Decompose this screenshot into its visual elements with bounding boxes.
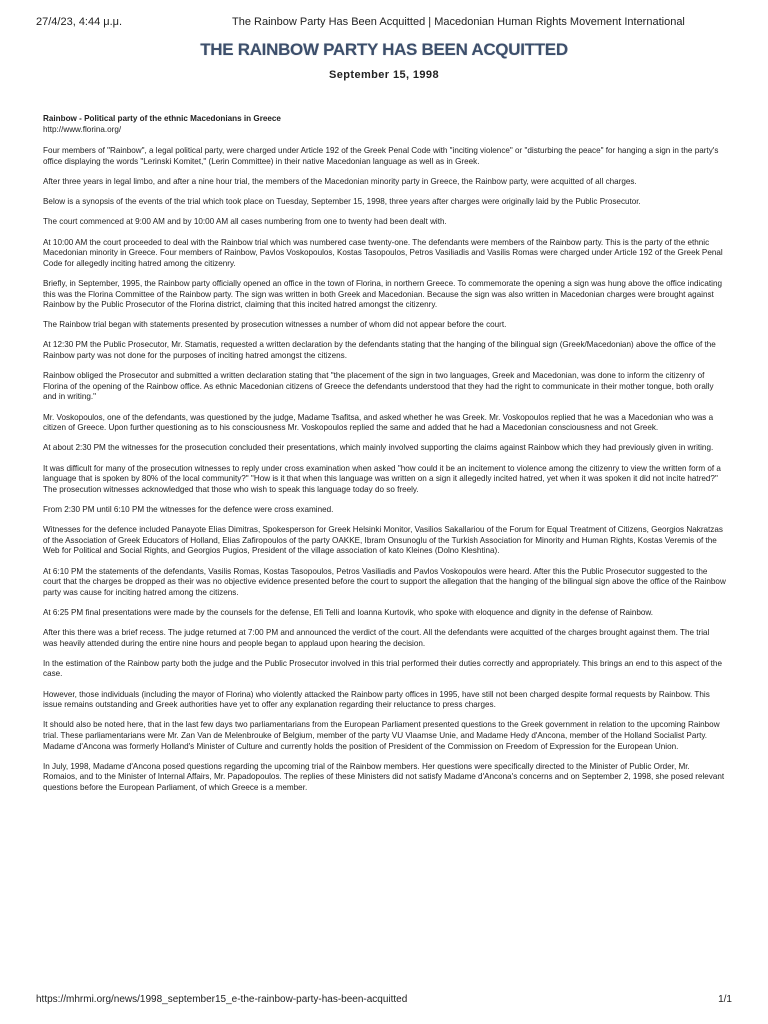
print-header [36, 16, 732, 30]
org-url-link[interactable]: http://www.florina.org/ [43, 124, 122, 134]
article-paragraph: Four members of "Rainbow", a legal political party, were charged under Article 192 of the Greek Penal Code with "inciting violence" or "disturbing the peace" for hanging a sign in the party's office displaying the words "Lerinski Komitet," (Lerin Committee) in their native Macedonian language as well as in Greek. [43, 146, 719, 166]
org-title: Rainbow - Political party of the ethnic Macedonians in Greece [43, 114, 281, 123]
article-paragraph: In the estimation of the Rainbow party both the judge and the Public Prosecutor involved in this trial performed their duties correctly and appropriately. This brings an end to this aspect of the case. [43, 658, 722, 679]
print-date: 27/4/23, 4:44 μ.μ. [36, 16, 123, 28]
article-paragraph: At 6:25 PM final presentations were made by the counsels for the defense, Efi Telli and Ioanna Kurtovik, who spoke with eloquence and dignity in the defense of Rainbow. [43, 607, 654, 617]
article-paragraph: The court commenced at 9:00 AM and by 10:00 AM all cases numbering from one to twenty had been dealt with. [43, 217, 447, 227]
article-paragraph: Witnesses for the defence included Panayote Elias Dimitras, Spokesperson for Greek Helsinki Monitor, Vasilios Sakallariou of the Forum for Equal Treatment of Citizens, Georgios Nakratzas of the Association of Greek Educators of Holland, Elias Zafiropoulos of the party OAKKE, Ibram Onsunoglu of the Turkish Association for Minority and Human Rights, Kostas Veremis of the Web for Political and Social Rights, and Georgios Pugios, President of the village association of kato Kleines (Dolno Kleshtina). [43, 525, 723, 556]
article-paragraph: At 6:10 PM the statements of the defendants, Vasilis Romas, Kostas Tasopoulos, Petros Vasiliadis and Pavlos Voskopoulos were heard. After this the Public Prosecutor suggested to the court that the charges be dropped as their was no objective evidence presented before the court to support the allegation that the hanging of the bilingual sign above the office of the Rainbow party was cause for inciting hatred among the citizens. [43, 566, 726, 597]
article-body [43, 114, 726, 803]
article-paragraph: At 10:00 AM the court proceeded to deal with the Rainbow trial which was numbered case twenty-one. The defendants were members of the Rainbow party. This is the party of the ethnic Macedonian minority in Greece. Four members of Rainbow, Pavlos Voskopoulos, Kostas Tasopoulos, Petros Vasiliadis and Vasilis Romas were charged under Article 192 of the Greek Penal Code for allegedly inciting hatred among the citizenry. [43, 237, 723, 268]
article-paragraph: At about 2:30 PM the witnesses for the prosecution concluded their presentations, which mainly involved supporting the claims against Rainbow which they had previously given in writing. [43, 443, 714, 453]
article-paragraph: In July, 1998, Madame d'Ancona posed questions regarding the upcoming trial of the Rainbow members. Her questions were specifically directed to the Minister of Public Order, Mr. Romaios, and to the Minister of Internal Affairs, Mr. Papadopoulos. The replies of these Ministers did not satisfy Madame d'Ancona's concerns and on September 2, 1998, she posed relevant questions before the European Parliament, of which Greece is a member. [43, 761, 725, 792]
article-paragraph: However, those individuals (including the mayor of Florina) who violently attacked the Rainbow party offices in 1995, have still not been charged despite formal requests by Rainbow. This issue remains outstanding and Greek authorities have yet to offer any explanation regarding their reluctance to press charges. [43, 689, 710, 710]
print-footer [36, 994, 732, 1008]
article-paragraph: Mr. Voskopoulos, one of the defendants, was questioned by the judge, Madame Tsafitsa, and asked whether he was Greek. Mr. Voskopoulos replied that he was a Macedonian who was a citizen of Greece. Upon further questioning as to his consciousness Mr. Voskopoulos replied the same and added that he had a Macedonian consciousness and not Greek. [43, 412, 714, 433]
article-paragraph: It should also be noted here, that in the last few days two parliamentarians from the European Parliament presented questions to the Greek government in relation to the upcoming Rainbow trial. These parliamentarians were Mr. Zan Van de Melenbrouke of Belgium, member of the party VU Vlaamse Unie, and Madame Hedy d'Ancona, member of the Holland Socialist Party. Madame d'Ancona was formerly Holland's Minister of Culture and currently holds the position of President of the Commission on Freedom of Expression for the European Union. [43, 720, 720, 751]
article-paragraph: The Rainbow trial began with statements presented by prosecution witnesses a number of whom did not appear before the court. [43, 320, 507, 330]
article-paragraph: From 2:30 PM until 6:10 PM the witnesses for the defence were cross examined. [43, 504, 334, 514]
print-page-title: The Rainbow Party Has Been Acquitted | Macedonian Human Rights Movement International [232, 16, 685, 28]
article-paragraph: At 12:30 PM the Public Prosecutor, Mr. Stamatis, requested a written declaration by the defendants stating that the hanging of the bilingual sign (Greek/Macedonian) above the office of the Rainbow party was not done for the purposes of inciting hatred amongst the citizens. [43, 340, 716, 361]
page-number: 1/1 [718, 994, 732, 1005]
article-paragraph: It was difficult for many of the prosecution witnesses to reply under cross examination when asked "how could it be an incitement to violence among the citizenry to view the written form of a language that is spoken by 80% of the local community?" "How is it that when this language was written on a sign it allegedly incited hatred, yet when it was spoken it did not incite hatred?" The prosecution witnesses acknowledged that those who wish to speak this language today do so freely. [43, 463, 721, 494]
article-paragraph: After three years in legal limbo, and after a nine hour trial, the members of the Macedonian minority party in Greece, the Rainbow party, were acquitted of all charges. [43, 176, 637, 186]
article-date: September 15, 1998 [329, 69, 439, 81]
article-paragraph: Rainbow obliged the Prosecutor and submitted a written declaration stating that "the placement of the sign in two languages, Greek and Macedonian, was done to inform the citizenry of Florina of the opening of the Rainbow office. As ethnic Macedonian citizens of Greece the defendants understood that they had the right to communicate in their mother tongue, both orally and in writing." [43, 371, 714, 402]
article-headline: THE RAINBOW PARTY HAS BEEN ACQUITTED [200, 40, 568, 59]
paragraph-list [43, 146, 726, 793]
article-paragraph: Below is a synopsis of the events of the trial which took place on Tuesday, September 15, 1998, three years after charges were originally laid by the Public Prosecutor. [43, 197, 641, 207]
article-paragraph: After this there was a brief recess. The judge returned at 7:00 PM and announced the verdict of the court. All the defendants were acquitted of the charges brought against them. The trial was heavily attended during the entire nine hours and people began to applaud upon hearing the decision. [43, 628, 710, 648]
print-url: https://mhrmi.org/news/1998_september15_e-the-rainbow-party-has-been-acquitted [36, 994, 408, 1005]
article-paragraph: Briefly, in September, 1995, the Rainbow party officially opened an office in the town of Florina, in northern Greece. To commemorate the opening a sign was hung above the office indicating this was the Florina Committee of the Rainbow party. The sign was written in both Greek and Macedonian. Because the sign was also written in Macedonian charges were brought against Rainbow by the Public Prosecutor of the Florina district, claiming that this incited hatred amongst the citizenry. [43, 278, 722, 310]
